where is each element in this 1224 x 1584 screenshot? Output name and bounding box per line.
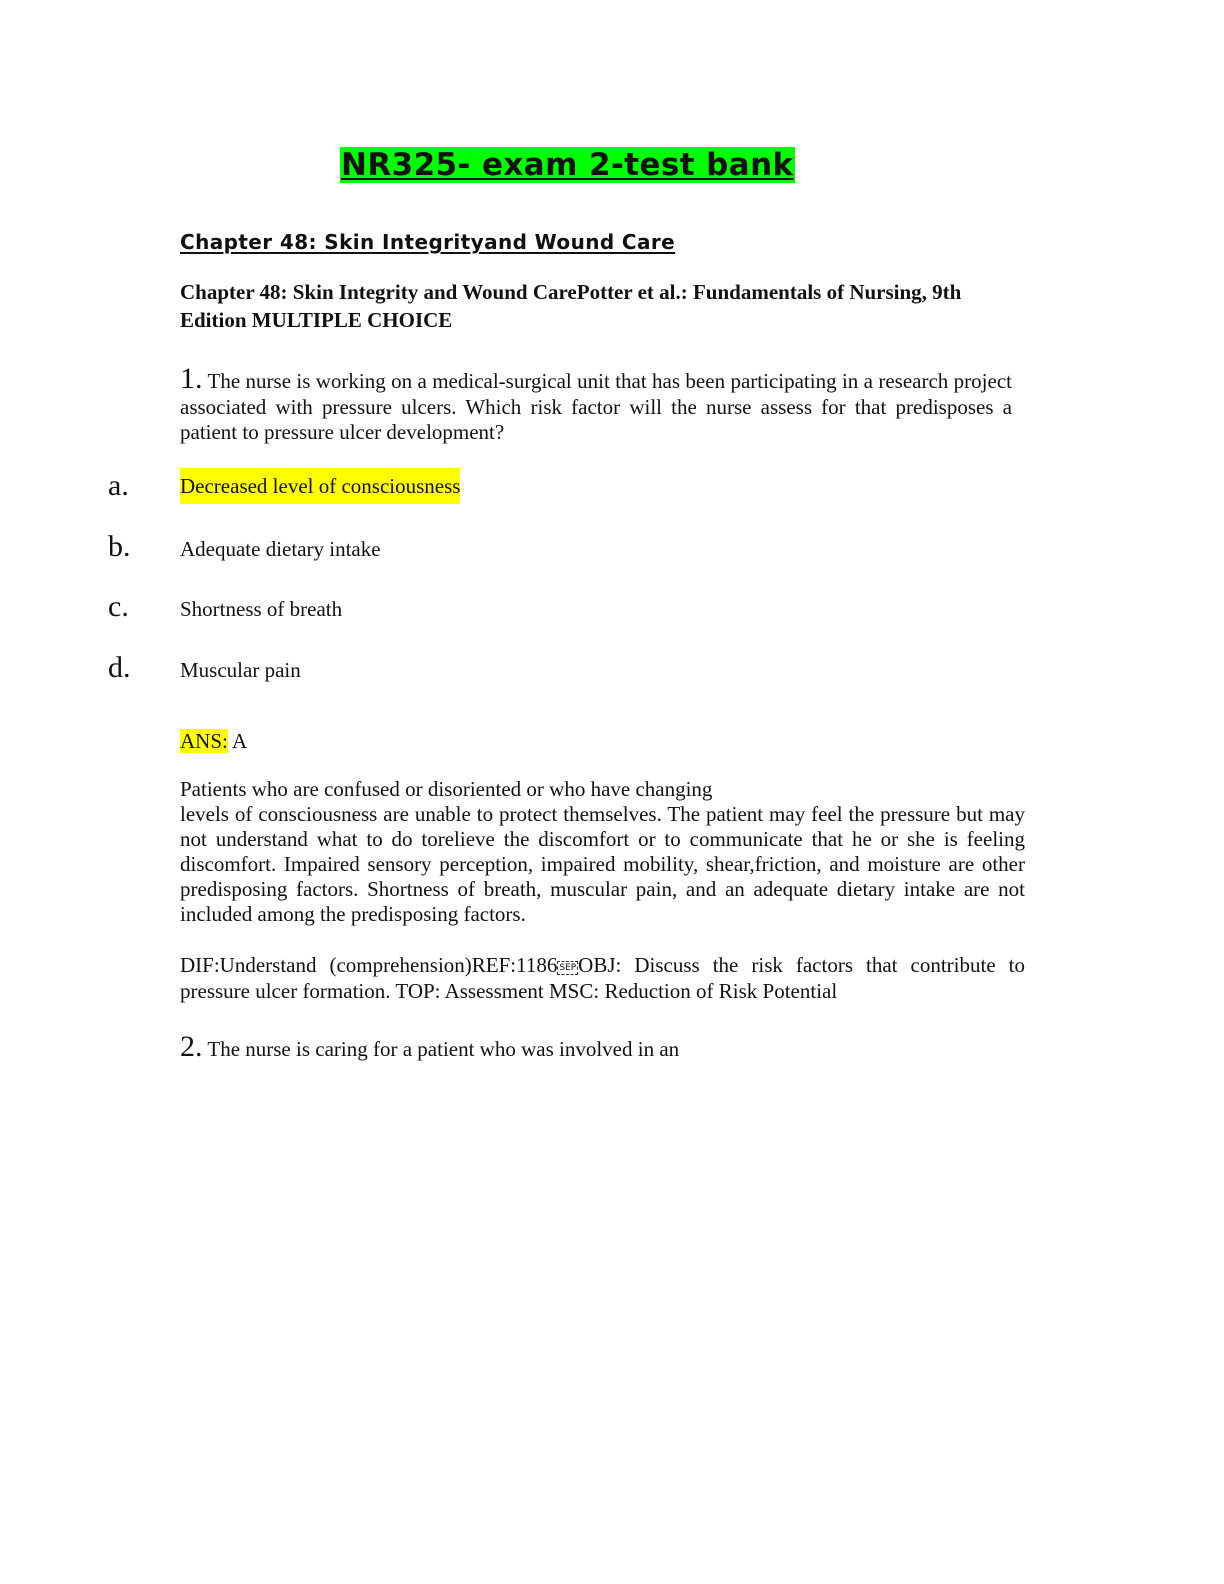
option-a-letter: a. [108, 469, 129, 502]
answer-label: ANS: [180, 729, 228, 753]
rationale-first-line: Patients who are confused or disoriented or who have changing [180, 777, 713, 801]
option-c-text: Shortness of breath [180, 597, 343, 621]
sep-glyph-icon: SEP [559, 963, 577, 973]
option-a-text: Decreased level of consciousness [180, 468, 460, 504]
option-c-letter: c. [108, 590, 129, 623]
question-2-text: The nurse is caring for a patient who was involved in an [202, 1037, 680, 1061]
metadata-obj-top-msc: OBJ: Discuss the risk factors that contribute to pressure ulcer formation. TOP: Assessment MSC: Reduction of Risk Potential [180, 953, 1025, 1003]
rationale-body: levels of consciousness are unable to protect themselves. The patient may feel the pressure but may not understand what to do torelieve the discomfort or to communicate that he or she is feeling discomfort. Impaired sensory perception, impaired mobility, shear,friction, and moisture are other predisposing factors. Shortness of breath, muscular pain, and an adequate dietary intake are not included among the predisposing factors. [180, 802, 1025, 926]
metadata-dif-ref: DIF:Understand (comprehension)REF:1186 [180, 953, 558, 977]
document-title [340, 146, 795, 184]
question-metadata [180, 952, 1025, 1004]
question-1-number: 1. [180, 362, 203, 395]
option-a [0, 468, 1224, 508]
chapter-subheading: Chapter 48: Skin Integrity and Wound CarePotter et al.: Fundamentals of Nursing, 9th Edition MULTIPLE CHOICE [180, 280, 962, 332]
option-d-letter: d. [108, 651, 131, 684]
option-b-letter: b. [108, 530, 131, 563]
option-b [0, 529, 1224, 569]
chapter-heading: Chapter 48: Skin Integrityand Wound Care [180, 230, 676, 254]
question-2-number: 2. [180, 1030, 203, 1063]
question-1-text: The nurse is working on a medical-surgical unit that has been participating in a research project associated with pressure ulcers. Which risk factor will the nurse assess for that predisposes a patient to pressure ulcer development? [180, 369, 1012, 444]
answer-line [180, 727, 247, 755]
question-1 [180, 362, 1012, 446]
option-b-text: Adequate dietary intake [180, 537, 381, 561]
document-title-text: NR325- exam 2-test bank [341, 147, 794, 183]
option-d-text: Muscular pain [180, 658, 301, 682]
question-2 [180, 1030, 1012, 1063]
option-c [0, 589, 1224, 629]
answer-value: A [227, 729, 248, 753]
option-d [0, 650, 1224, 690]
rationale [180, 777, 1025, 927]
